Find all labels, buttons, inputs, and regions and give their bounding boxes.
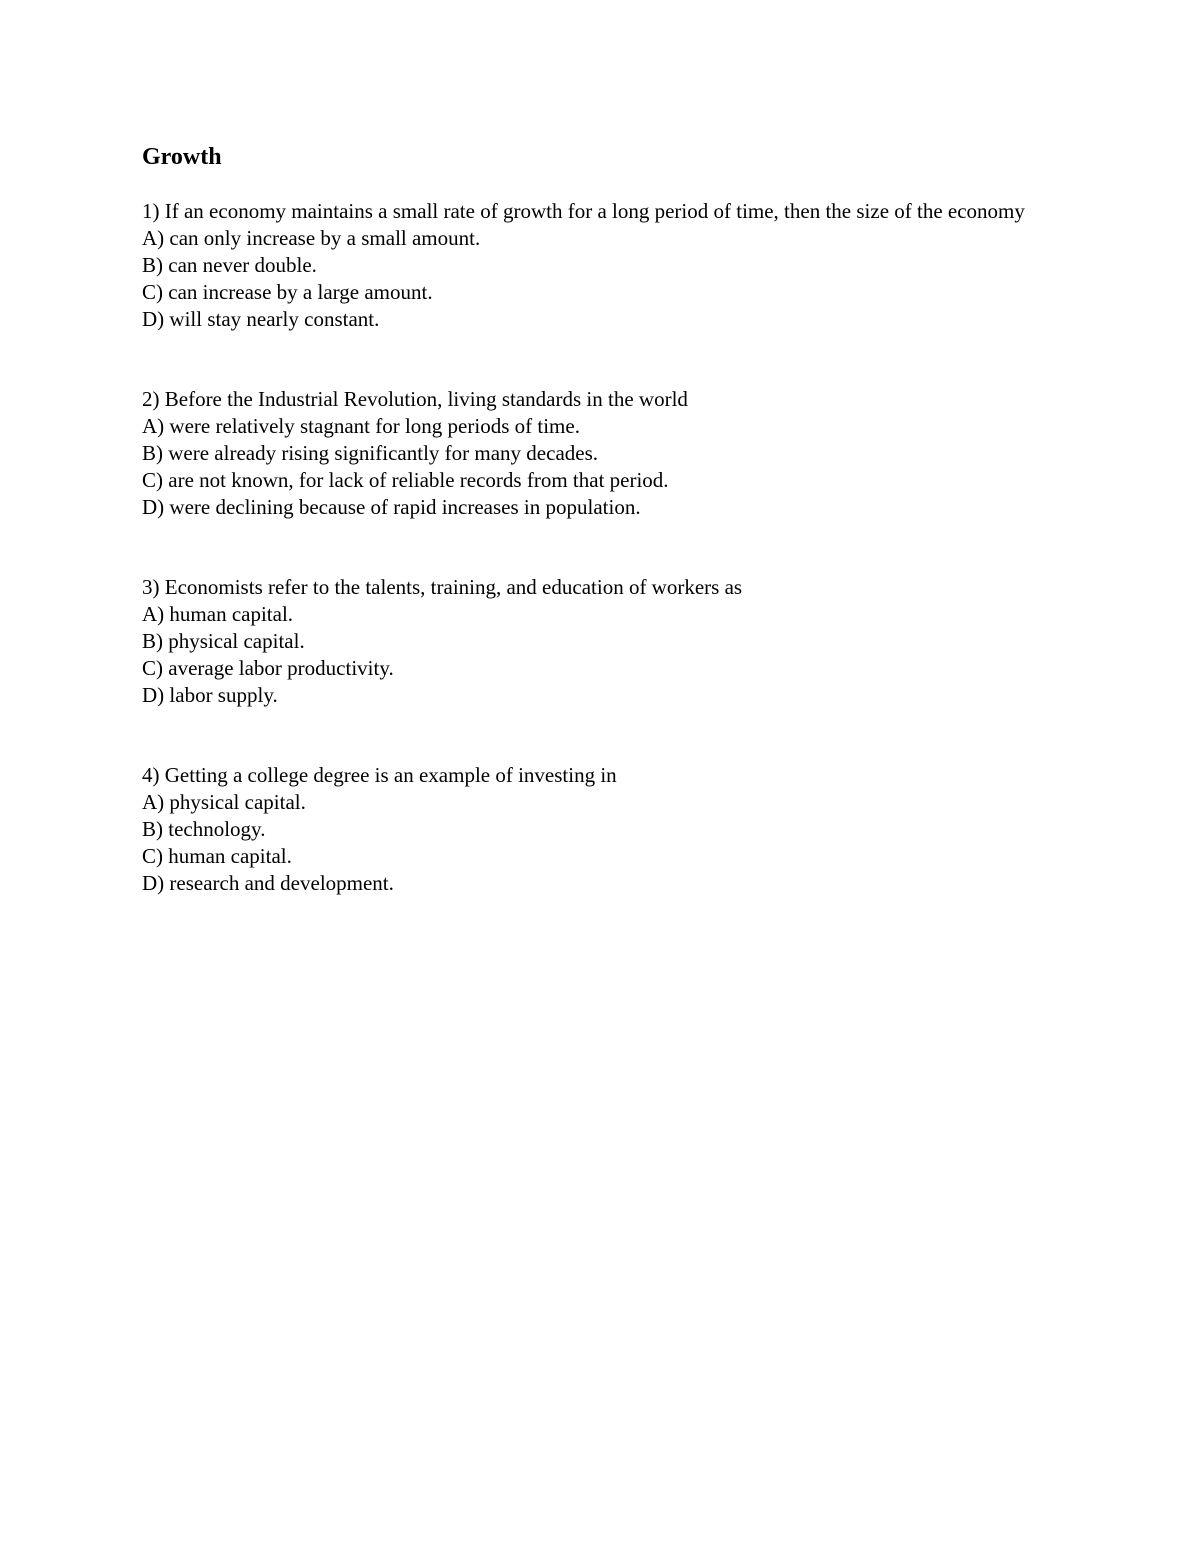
document-title: Growth xyxy=(142,144,222,170)
answer-option: B) technology. xyxy=(142,817,266,841)
answer-option: D) were declining because of rapid increases in population. xyxy=(142,495,641,519)
question-text: 4) Getting a college degree is an example of investing in xyxy=(142,763,617,787)
answer-option: C) human capital. xyxy=(142,844,292,868)
answer-option: A) physical capital. xyxy=(142,790,306,814)
answer-option: B) were already rising significantly for many decades. xyxy=(142,441,599,465)
question-3 xyxy=(142,574,1102,709)
question-text: 1) If an economy maintains a small rate of growth for a long period of time, then the size of the economy xyxy=(142,199,1025,223)
question-text: 3) Economists refer to the talents, training, and education of workers as xyxy=(142,575,743,599)
answer-option: C) are not known, for lack of reliable records from that period. xyxy=(142,468,669,492)
answer-option: A) were relatively stagnant for long periods of time. xyxy=(142,414,580,438)
question-2 xyxy=(142,386,1102,521)
answer-option: D) will stay nearly constant. xyxy=(142,307,380,331)
question-4 xyxy=(142,762,1102,897)
answer-option: C) average labor productivity. xyxy=(142,656,394,680)
document-content xyxy=(142,142,1102,950)
question-text: 2) Before the Industrial Revolution, living standards in the world xyxy=(142,387,688,411)
answer-option: D) research and development. xyxy=(142,871,394,895)
answer-option: D) labor supply. xyxy=(142,683,278,707)
answer-option: B) can never double. xyxy=(142,253,317,277)
question-1 xyxy=(142,198,1102,333)
answer-option: C) can increase by a large amount. xyxy=(142,280,433,304)
answer-option: A) can only increase by a small amount. xyxy=(142,226,481,250)
answer-option: A) human capital. xyxy=(142,602,294,626)
answer-option: B) physical capital. xyxy=(142,629,305,653)
